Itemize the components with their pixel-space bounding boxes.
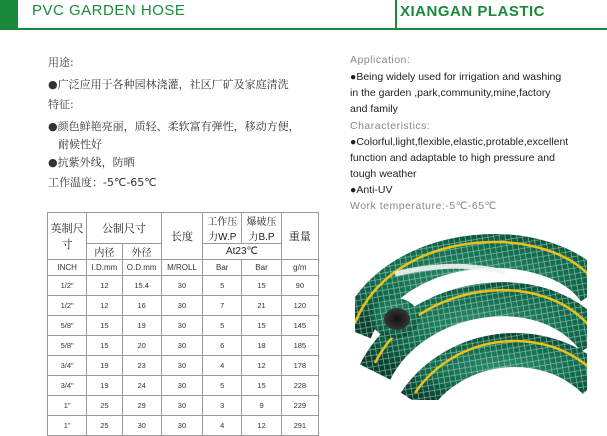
table-row bbox=[48, 356, 319, 376]
col-header-inch: 英制尺寸 bbox=[48, 213, 87, 260]
table-cell: 185 bbox=[281, 336, 318, 356]
table-cell: 24 bbox=[122, 376, 161, 396]
col-header-bp: 爆破压力B.P bbox=[242, 213, 281, 244]
table-cell: 145 bbox=[281, 316, 318, 336]
table-cell: 19 bbox=[122, 316, 161, 336]
table-cell: 7 bbox=[203, 296, 242, 316]
en-application-heading: Application: bbox=[350, 54, 411, 66]
units-row bbox=[48, 260, 319, 276]
table-cell: 30 bbox=[161, 356, 202, 376]
cn-work-temperature: 工作温度：-5℃-65℃ bbox=[48, 176, 157, 189]
table-cell: 15 bbox=[87, 316, 122, 336]
table-cell: 178 bbox=[281, 356, 318, 376]
table-cell: 30 bbox=[161, 316, 202, 336]
unit-cell: M/ROLL bbox=[161, 260, 202, 276]
table-row bbox=[48, 336, 319, 356]
table-cell: 12 bbox=[87, 296, 122, 316]
en-application-line3: and family bbox=[350, 103, 398, 115]
table-cell: 30 bbox=[161, 336, 202, 356]
title-banner-accent bbox=[0, 0, 18, 28]
table-cell: 229 bbox=[281, 396, 318, 416]
table-cell: 291 bbox=[281, 416, 318, 436]
en-characteristics-line2: function and adaptable to high pressure and bbox=[350, 152, 555, 164]
table-cell: 12 bbox=[87, 276, 122, 296]
brand-name: XIANGAN PLASTIC bbox=[400, 3, 546, 20]
cn-characteristics-line1: ●颜色鲜艳亮丽，质轻、柔软富有弹性，移动方便， bbox=[48, 120, 300, 133]
unit-cell: INCH bbox=[48, 260, 87, 276]
table-cell: 25 bbox=[87, 416, 122, 436]
unit-cell: I.D.mm bbox=[87, 260, 122, 276]
table-row bbox=[48, 416, 319, 436]
unit-cell: Bar bbox=[203, 260, 242, 276]
cn-characteristics-line2: 耐候性好 bbox=[58, 138, 102, 151]
col-header-metric: 公制尺寸 bbox=[87, 213, 162, 244]
hose-photo bbox=[355, 232, 587, 400]
table-cell: 5/8" bbox=[48, 336, 87, 356]
page-header bbox=[0, 0, 607, 32]
table-cell: 12 bbox=[242, 416, 281, 436]
col-header-weight: 重量 bbox=[281, 213, 318, 260]
specification-table bbox=[47, 212, 319, 436]
table-cell: 3/4" bbox=[48, 356, 87, 376]
unit-cell: Bar bbox=[242, 260, 281, 276]
table-cell: 19 bbox=[87, 356, 122, 376]
cn-application-text: ●广泛应用于各种园林浇灌，社区厂矿及家庭清洗 bbox=[48, 78, 289, 91]
table-cell: 5/8" bbox=[48, 316, 87, 336]
table-cell: 30 bbox=[161, 416, 202, 436]
table-row bbox=[48, 296, 319, 316]
col-header-id: 内径 bbox=[87, 244, 122, 260]
table-cell: 16 bbox=[122, 296, 161, 316]
table-body bbox=[48, 276, 319, 436]
table-cell: 18 bbox=[242, 336, 281, 356]
table-cell: 5 bbox=[203, 316, 242, 336]
table-cell: 15 bbox=[242, 376, 281, 396]
col-header-od: 外径 bbox=[122, 244, 161, 260]
table-cell: 5 bbox=[203, 376, 242, 396]
table-cell: 15 bbox=[242, 316, 281, 336]
table-cell: 20 bbox=[122, 336, 161, 356]
table-cell: 1" bbox=[48, 396, 87, 416]
table-cell: 25 bbox=[87, 396, 122, 416]
table-cell: 30 bbox=[161, 396, 202, 416]
en-application-line1: ●Being widely used for irrigation and washing bbox=[350, 71, 562, 83]
table-cell: 1" bbox=[48, 416, 87, 436]
table-cell: 30 bbox=[161, 296, 202, 316]
table-cell: 15.4 bbox=[122, 276, 161, 296]
table-cell: 9 bbox=[242, 396, 281, 416]
cn-application-heading: 用途: bbox=[48, 56, 74, 69]
table-cell: 1/2" bbox=[48, 276, 87, 296]
table-cell: 21 bbox=[242, 296, 281, 316]
unit-cell: O.D.mm bbox=[122, 260, 161, 276]
table-cell: 30 bbox=[161, 376, 202, 396]
garden-hose-image bbox=[355, 232, 587, 400]
table-cell: 1/2" bbox=[48, 296, 87, 316]
table-cell: 6 bbox=[203, 336, 242, 356]
col-header-length: 长度 bbox=[161, 213, 202, 260]
product-title: PVC GARDEN HOSE bbox=[32, 2, 186, 19]
table-cell: 19 bbox=[87, 376, 122, 396]
table-cell: 23 bbox=[122, 356, 161, 376]
table-cell: 29 bbox=[122, 396, 161, 416]
table-row bbox=[48, 376, 319, 396]
col-header-wp: 工作压力W.P bbox=[203, 213, 242, 244]
table-cell: 12 bbox=[242, 356, 281, 376]
hose-end bbox=[371, 298, 419, 338]
table-row bbox=[48, 396, 319, 416]
col-header-temperature: At23℃ bbox=[203, 244, 282, 260]
table-cell: 30 bbox=[161, 276, 202, 296]
table-cell: 15 bbox=[242, 276, 281, 296]
cn-anti-uv: ●抗紫外线，防晒 bbox=[48, 156, 135, 169]
en-characteristics-heading: Characteristics: bbox=[350, 120, 431, 132]
en-characteristics-line1: ●Colorful,light,flexible,elastic,protable,excellent bbox=[350, 136, 569, 148]
table-cell: 90 bbox=[281, 276, 318, 296]
table-cell: 3/4" bbox=[48, 376, 87, 396]
table-cell: 4 bbox=[203, 416, 242, 436]
en-application-line2: in the garden ,park,community,mine,factory bbox=[350, 87, 551, 99]
table-cell: 228 bbox=[281, 376, 318, 396]
table-cell: 4 bbox=[203, 356, 242, 376]
table-cell: 3 bbox=[203, 396, 242, 416]
unit-cell: g/m bbox=[281, 260, 318, 276]
table-cell: 120 bbox=[281, 296, 318, 316]
table-cell: 15 bbox=[87, 336, 122, 356]
cn-characteristics-heading: 特征: bbox=[48, 98, 74, 111]
table-row bbox=[48, 276, 319, 296]
table-cell: 30 bbox=[122, 416, 161, 436]
en-anti-uv: ●Anti-UV bbox=[350, 184, 393, 196]
en-work-temperature: Work temperature:-5℃-65℃ bbox=[350, 200, 497, 212]
table-row bbox=[48, 316, 319, 336]
table-cell: 5 bbox=[203, 276, 242, 296]
en-characteristics-line3: tough weather bbox=[350, 168, 417, 180]
